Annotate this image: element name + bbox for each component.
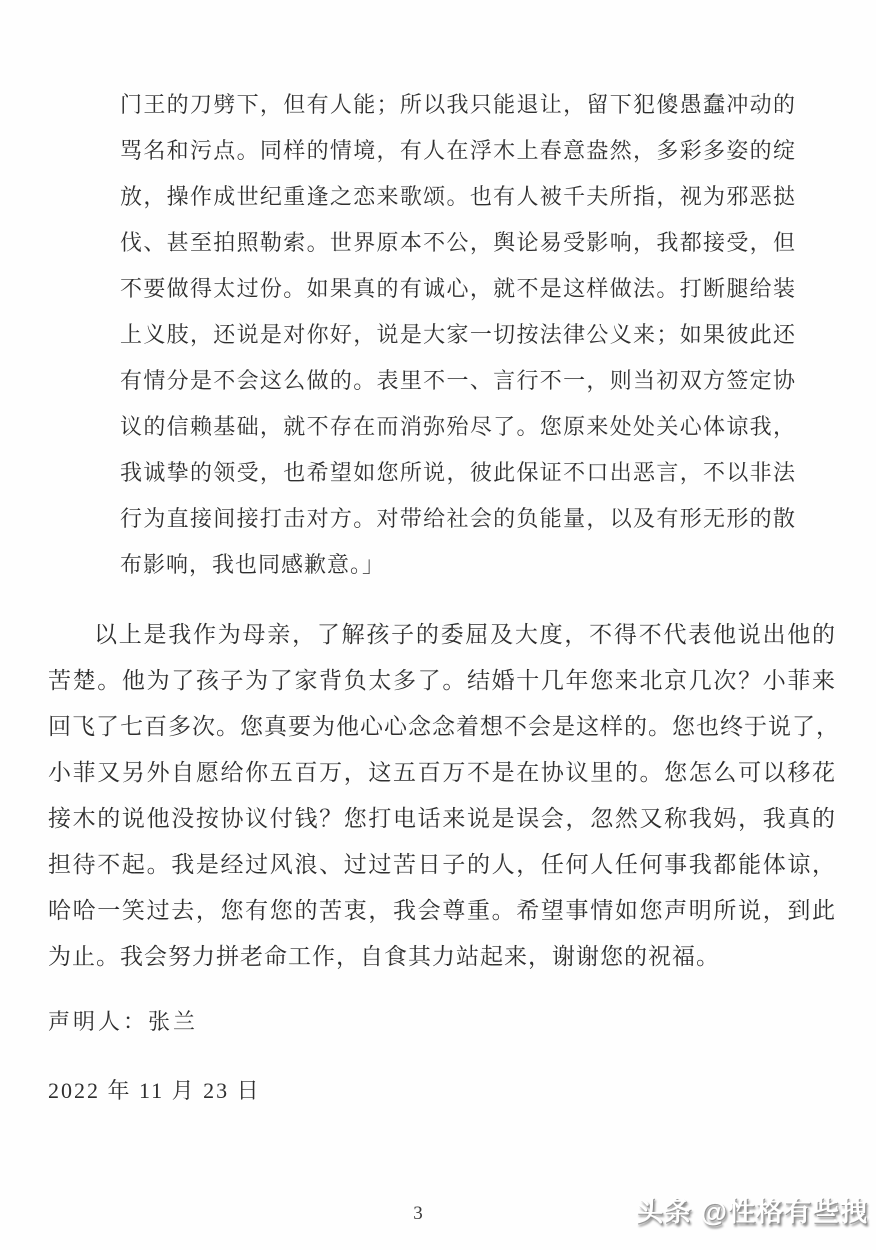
text-line: 行为直接间接打击对方。对带给社会的负能量，以及有形无形的散	[120, 506, 796, 531]
text-line: 为止。我会努力拼老命工作，自食其力站起来，谢谢您的祝福。	[48, 944, 720, 969]
text-line: 回飞了七百多次。您真要为他心心念念着想不会是这样的。您也终于说了，	[48, 714, 840, 739]
page-number: 3	[413, 1203, 423, 1224]
text-line: 门王的刀劈下，但有人能；所以我只能退让，留下犯傻愚蠢冲动的	[120, 92, 796, 117]
text-line: 接木的说他没按协议付钱？您打电话来说是误会，忽然又称我妈，我真的	[48, 806, 836, 831]
text-line: 苦楚。他为了孩子为了家背负太多了。结婚十几年您来北京几次？小菲来	[48, 668, 836, 693]
declarant-signature: 声明人：张兰	[48, 1009, 199, 1034]
mother-statement-paragraph	[48, 612, 840, 980]
text-line: 以上是我作为母亲，了解孩子的委屈及大度，不得不代表他说出他的	[94, 622, 836, 647]
toutiao-watermark: 头条 @性格有些拽	[636, 1197, 868, 1227]
text-line: 伐、甚至拍照勒索。世界原本不公，舆论易受影响，我都接受，但	[120, 230, 796, 255]
text-line: 上义肢，还说是对你好，说是大家一切按法律公义来；如果彼此还	[120, 322, 796, 347]
text-line: 骂名和污点。同样的情境，有人在浮木上春意盎然，多彩多姿的绽	[120, 138, 796, 163]
text-line: 担待不起。我是经过风浪、过过苦日子的人，任何人任何事我都能体谅，	[48, 852, 836, 877]
statement-date: 2022 年 11 月 23 日	[48, 1078, 261, 1103]
quoted-statement-paragraph	[120, 82, 796, 588]
text-line: 放，操作成世纪重逢之恋来歌颂。也有人被千夫所指，视为邪恶挞	[120, 184, 796, 209]
text-line: 哈哈一笑过去，您有您的苦衷，我会尊重。希望事情如您声明所说，到此	[48, 898, 836, 923]
text-line: 小菲又另外自愿给你五百万，这五百万不是在协议里的。您怎么可以移花	[48, 760, 836, 785]
text-line: 布影响，我也同感歉意。」	[120, 552, 386, 577]
text-line: 有情分是不会这么做的。表里不一、言行不一，则当初双方签定协	[120, 368, 796, 393]
text-line: 我诚挚的领受，也希望如您所说，彼此保证不口出恶言，不以非法	[120, 460, 796, 485]
text-line: 不要做得太过份。如果真的有诚心，就不是这样做法。打断腿给装	[120, 276, 796, 301]
text-line: 议的信赖基础，就不存在而消弥殆尽了。您原来处处关心体谅我，	[120, 414, 796, 439]
